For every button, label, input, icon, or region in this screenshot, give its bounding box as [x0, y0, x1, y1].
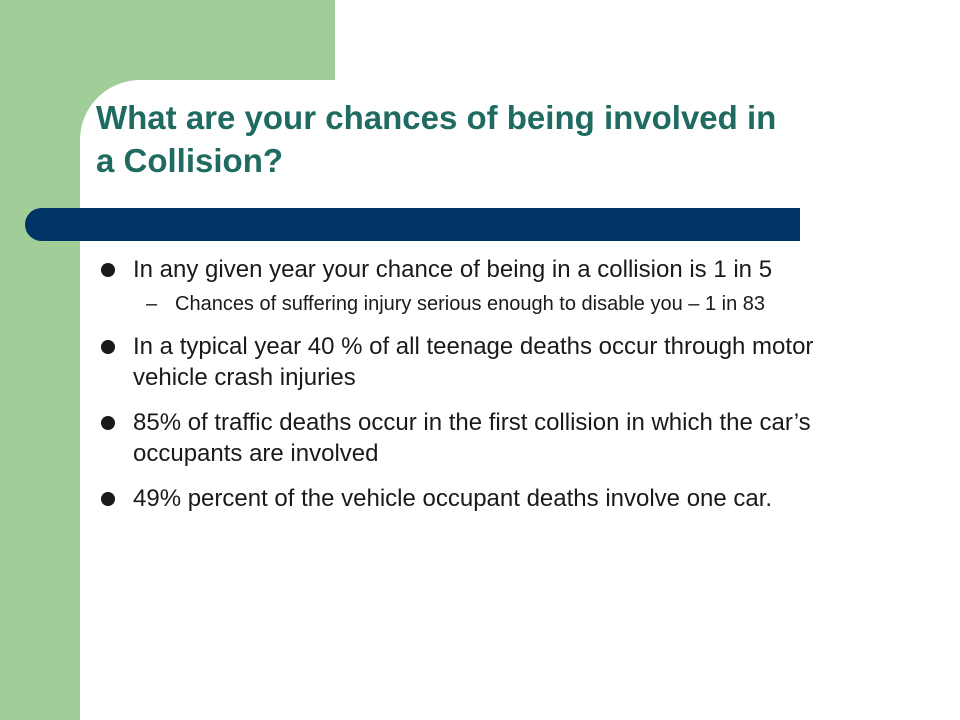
- bullet-dot-icon: [101, 416, 115, 430]
- bullet-text: In a typical year 40 % of all teenage deaths occur through motor vehicle crash injuries: [133, 333, 814, 391]
- bullet-text: 49% percent of the vehicle occupant deaths involve one car.: [133, 485, 773, 512]
- bullet-dot-icon: [101, 263, 115, 277]
- sub-bullet-item: [0, 291, 895, 317]
- bullet-dot-icon: [101, 340, 115, 354]
- bullet-item: [0, 254, 888, 285]
- bullet-item: [0, 407, 888, 469]
- dash-bullet-icon: –: [146, 293, 158, 315]
- bullet-item: [0, 483, 888, 514]
- bullet-text: In any given year your chance of being in a collision is 1 in 5: [133, 256, 773, 283]
- sub-bullet-text: Chances of suffering injury serious enough to disable you – 1 in 83: [175, 293, 766, 315]
- bullet-text: 85% of traffic deaths occur in the first collision in which the car’s occupants are involved: [133, 409, 811, 467]
- slide-title: What are your chances of being involved in a Collision?: [96, 99, 777, 179]
- bullet-item: [0, 331, 888, 393]
- bullet-list: [0, 254, 960, 514]
- title-divider-bar: [25, 208, 800, 241]
- bullet-dot-icon: [101, 492, 115, 506]
